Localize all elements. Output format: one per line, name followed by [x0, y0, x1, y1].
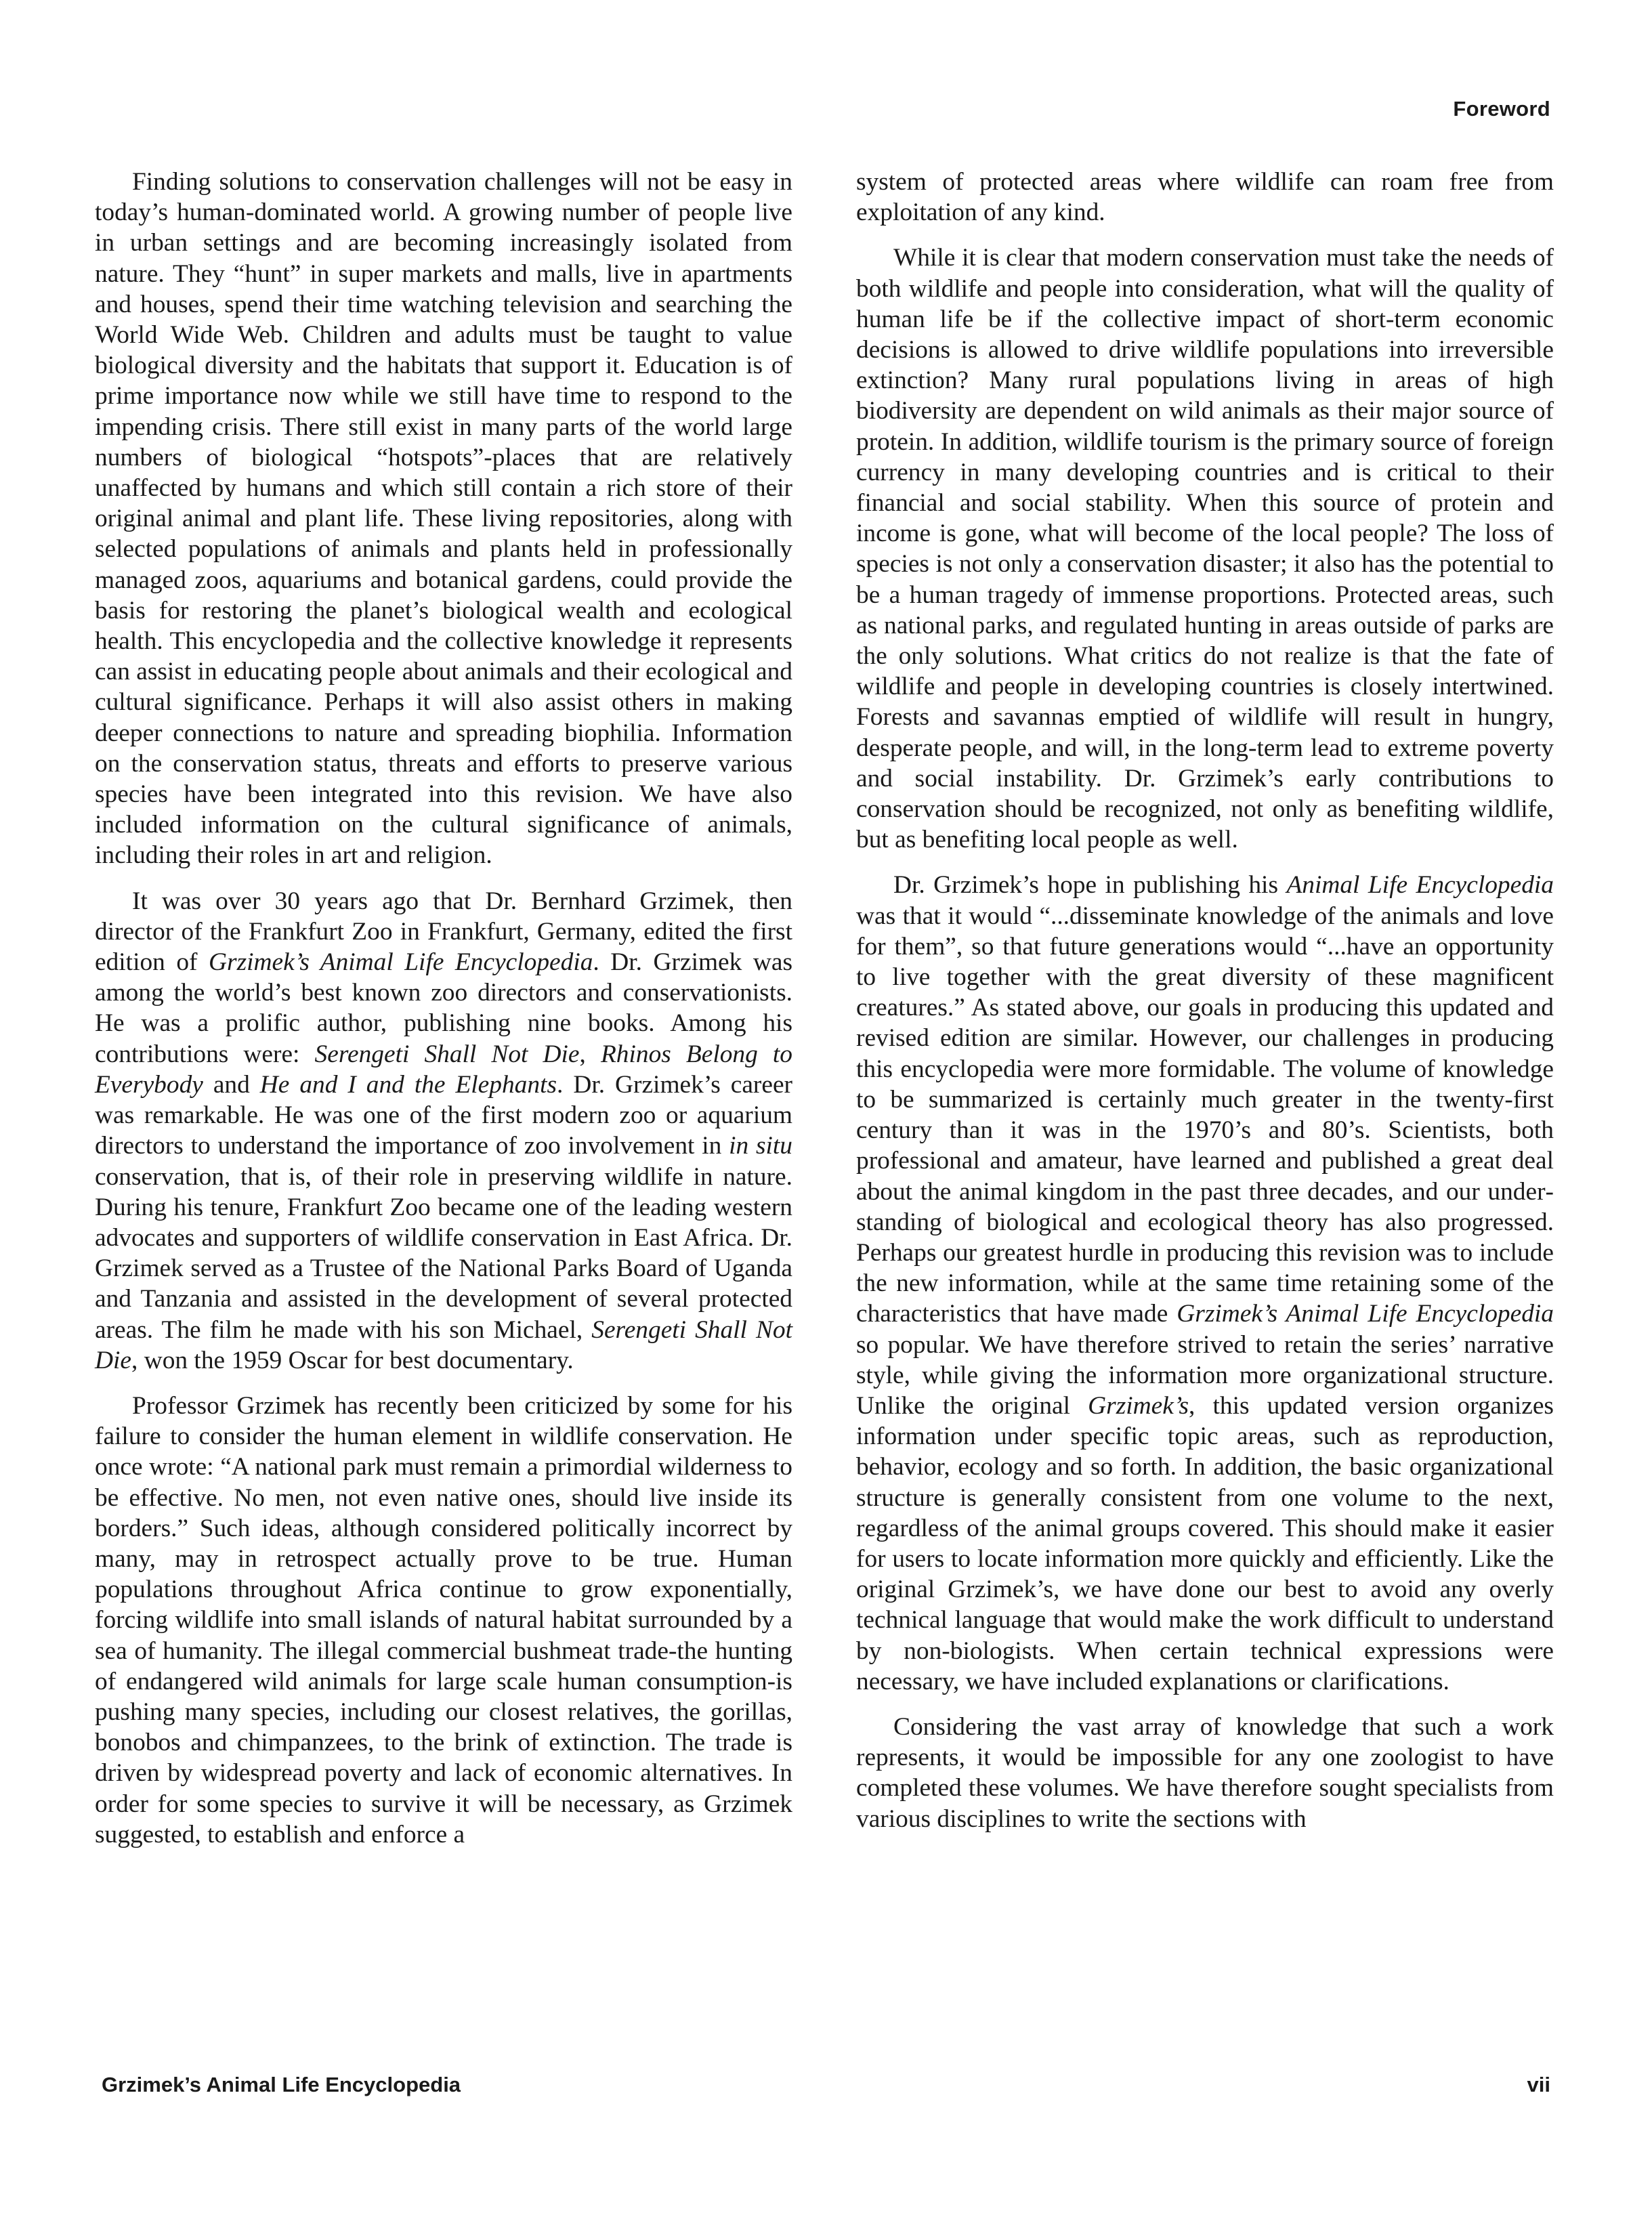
running-head: Foreword	[1453, 97, 1550, 121]
left-column	[95, 167, 792, 1865]
book-title: Grzimek’s Animal Life Encyclopedia	[209, 948, 593, 977]
paragraph: Finding solutions to conservation challenges will not be easy in today’s human-dominated world. A growing number of people live in urban settings and are becoming increasingly isolated from nature. They “hunt” in super markets and malls, live in apartments and houses, spend their time watching television and searching the World Wide Web. Children and adults must be taught to value biological diversity and the habitats that support it. Education is of prime importance now while we still have time to respond to the impending crisis. There still exist in many parts of the world large numbers of biological “hotspots”-places that are relatively unaffected by humans and which still contain a rich store of their original animal and plant life. These living repositories, along with selected populations of animals and plants held in professionally managed zoos, aquariums and botanical gardens, could provide the basis for restoring the planet’s biological wealth and ecological health. This encyclopedia and the collective knowledge it represents can assist in educating people about animals and their ecological and cultural significance. Perhaps it will also assist others in making deeper connections to nature and spreading biophilia. Information on the conservation status, threats and efforts to preserve various species have been integrated into this revision. We have also included information on the cultural significance of animals, including their roles in art and religion.	[95, 168, 792, 870]
film-title: Serengeti Shall Not Die	[95, 1315, 792, 1374]
book-title: Serengeti Shall Not Die	[314, 1040, 580, 1068]
paragraph-continued: system of protected areas where wildlife can roam free from exploitation of any kind.	[856, 168, 1554, 227]
footer-book-title: Grzimek’s Animal Life Encyclopedia	[102, 2073, 461, 2096]
right-column	[856, 167, 1554, 1849]
book-title: Grzimek’s	[1088, 1391, 1189, 1420]
book-title: Grzimek’s Animal Life Encyclopedia	[1177, 1300, 1554, 1328]
book-title: He and I and the Elephants	[259, 1070, 557, 1099]
paragraph: While it is clear that modern conservation must take the needs of both wildlife and people into consideration, what will the quality of human life be if the collective impact of short-term economic decisions is allowed to drive wildlife populations into irreversible extinction? Many rural populations living in areas of high biodiversity are dependent on wild animals as their major source of protein. In addition, wildlife tourism is the primary source of foreign currency in many developing countries and is critical to their financial and social stability. When this source of protein and income is gone, what will become of the local people? The loss of species is not only a conservation disaster; it also has the potential to be a human tragedy of immense proportions. Protected areas, such as national parks, and regulated hunting in areas outside of parks are the only solutions. What critics do not realize is that the fate of wildlife and people in developing countries is closely intertwined. Forests and savannas emptied of wildlife will result in hungry, desperate people, and will, in the long-term lead to extreme poverty and social instability. Dr. Grzimek’s early contributions to conservation should be recognized, not only as benefiting wildlife, but as benefiting local people as well.	[856, 244, 1554, 854]
paragraph: Professor Grzimek has recently been criticized by some for his failure to consider the human element in wildlife conservation. He once wrote: “A national park must remain a primordial wilderness to be effective. No men, not even native ones, should live inside its borders.” Such ideas, although considered politically incorrect by many, may in retrospect actually prove to be true. Human populations throughout Africa continue to grow exponentially, forcing wildlife into small islands of natural habitat surrounded by a sea of humanity. The illegal commercial bushmeat trade-the hunting of endangered wild animals for large scale human consumption-is pushing many species, including our closest relatives, the gorillas, bonobos and chimpanzees, to the brink of extinction. The trade is driven by widespread poverty and lack of economic alternatives. In order for some species to survive it will be necessary, as Grzimek suggested, to establish and enforce a	[95, 1391, 792, 1849]
page-number: vii	[1527, 2073, 1550, 2096]
latin-term: in situ	[729, 1132, 792, 1160]
book-title: Rhinos Belong to Everybody	[95, 1040, 792, 1099]
book-title: Animal Life Encyclopedia	[1286, 871, 1554, 900]
paragraph: It was over 30 years ago that Dr. Bernhard Grzimek, then director of the Frankfurt Zoo in Frankfurt, Germany, edited the first edition of Grzimek’s Animal Life Encyclopedia. Dr. Grzimek was among the world’s best known zoo directors and conservationists. He was a prolific author, publishing nine books. Among his contributions were: Serengeti Shall Not Die, Rhinos Belong to Everybody and He and I and the Elephants. Dr. Grzimek’s career was remarkable. He was one of the first modern zoo or aquarium directors to understand the importance of zoo involvement in in situ conservation, that is, of their role in preserving wildlife in nature. During his tenure, Frankfurt Zoo became one of the leading western advocates and supporters of wildlife conservation in East Africa. Dr. Grzimek served as a Trustee of the National Parks Board of Uganda and Tanzania and assisted in the development of several protected areas. The film he made with his son Michael, Serengeti Shall Not Die, won the 1959 Oscar for best documentary.	[95, 887, 793, 1374]
paragraph: Considering the vast array of knowledge that such a work represents, it would be impossible for any one zoologist to have completed these volumes. We have therefore sought specialists from various disciplines to write the sections with	[856, 1712, 1554, 1833]
paragraph: Dr. Grzimek’s hope in publishing his Animal Life Encyclopedia was that it would “...disseminate knowledge of the animals and love for them”, so that future generations would “...have an opportunity to live together with the great diversity of these magnificent creatures.” As stated above, our goals in producing this updated and revised edition are similar. However, our challenges in producing this encyclopedia were more formidable. The volume of knowledge to be summarized is certainly much greater in the twenty-first century than it was in the 1970’s and 80’s. Scientists, both professional and amateur, have learned and published a great deal about the animal kingdom in the past three decades, and our understanding of biological and ecological theory has also progressed. Perhaps our greatest hurdle in producing this revision was to include the new information, while at the same time retaining some of the characteristics that have made Grzimek’s Animal Life Encyclopedia so popular. We have therefore strived to retain the series’ narrative style, while giving the information more organizational structure. Unlike the original Grzimek’s, this updated version organizes information under specific topic areas, such as reproduction, behavior, ecology and so forth. In addition, the basic organizational structure is generally consistent from one volume to the next, regardless of the animal groups covered. This should make it easier for users to locate information more quickly and efficiently. Like the original Grzimek’s, we have done our best to avoid any overly technical language that would make the work difficult to understand by non-biologists. When certain technical expressions were necessary, we have included explanations or clarifications.	[856, 871, 1554, 1695]
